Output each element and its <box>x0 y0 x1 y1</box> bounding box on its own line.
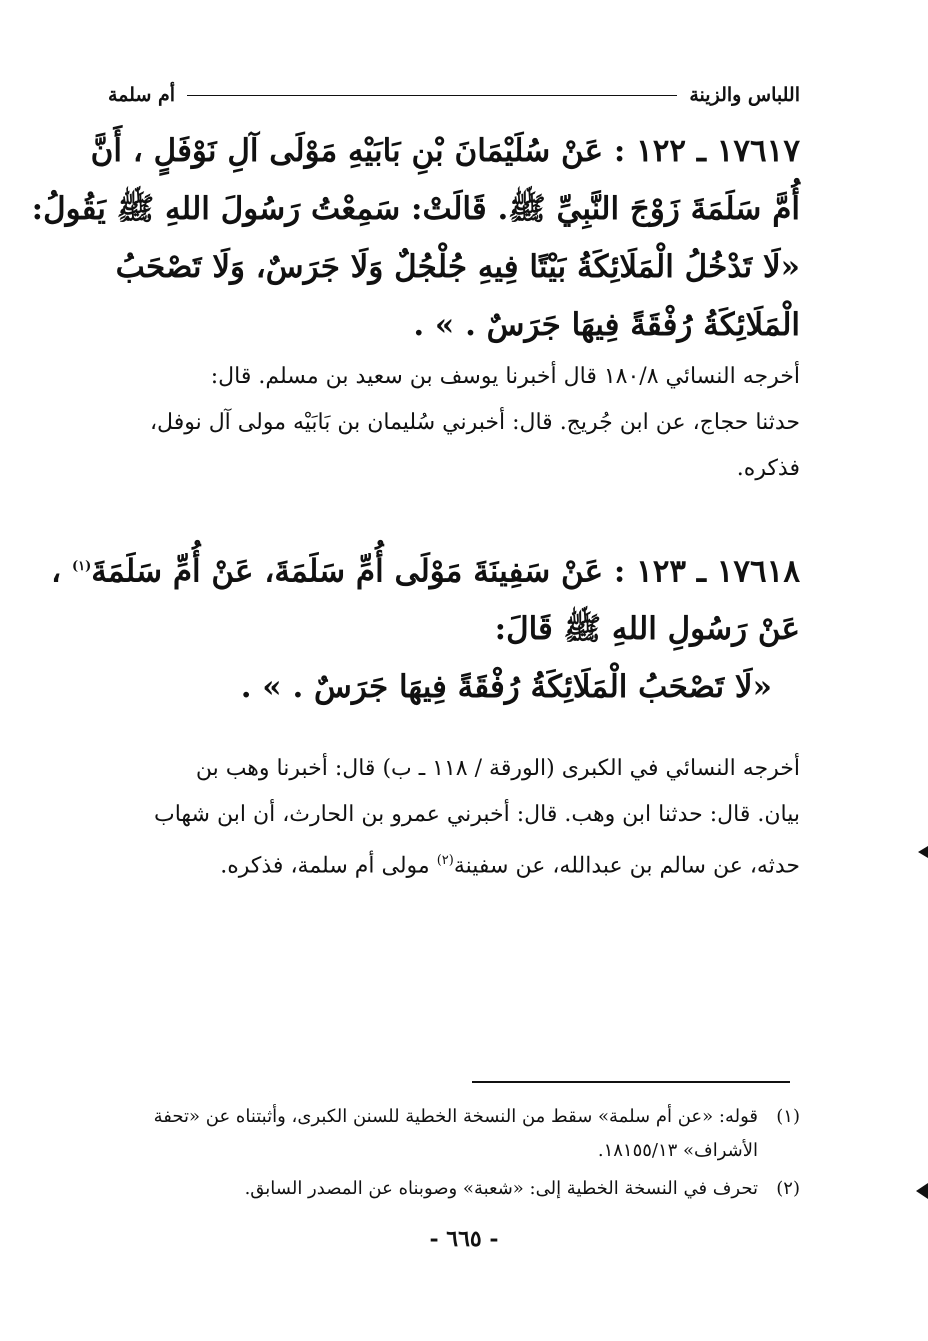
takhrij-line: فذكره. <box>736 456 800 481</box>
footnote-ref-2: (٢) <box>436 853 454 868</box>
page-number: - ٦٦٥ - <box>429 1226 499 1252</box>
footnote-number: (١) <box>776 1106 800 1127</box>
hadith-punct: ، <box>51 553 62 590</box>
footnote-1 <box>108 1100 800 1168</box>
takhrij-text: حدثه، عن سالم بن عبدالله، عن سفينة <box>453 853 800 879</box>
hadith-line: ١٧٦١٧ ـ ١٢٢ : عَنْ سُلَيْمَانَ بْنِ بَابَيْهِ مَوْلَى آلِ نَوْفَلٍ ، أَنَّ <box>90 133 800 169</box>
takhrij-line: أخرجه النسائي ١٨٠/٨ قال أخبرنا يوسف بن سعيد بن مسلم. قال: <box>210 364 800 389</box>
hadith-17618 <box>51 538 800 716</box>
footnote-line: تحرف في النسخة الخطية إلى: «شعبة» وصوبناه عن المصدر السابق. <box>244 1178 758 1199</box>
hadith-line: الْمَلَائِكَةُ رُفْقَةً فِيهَا جَرَسٌ . » . <box>413 307 800 343</box>
takhrij-text: مولى أم سلمة، فذكره. <box>220 853 430 879</box>
footnote-text <box>108 1100 758 1168</box>
running-header <box>108 78 800 112</box>
takhrij-line <box>108 838 800 889</box>
footnote-number: (٢) <box>776 1178 800 1199</box>
margin-marker-icon <box>916 1183 928 1199</box>
footnote-line: الأشراف» ١٨١٥٥/١٣. <box>597 1140 758 1161</box>
footnote-text <box>108 1172 758 1206</box>
takhrij-17618 <box>108 746 800 889</box>
footnote-divider <box>472 1081 790 1083</box>
takhrij-17617 <box>108 354 800 492</box>
margin-marker-icon <box>918 846 928 858</box>
header-rule <box>187 95 677 96</box>
footnotes <box>108 1100 800 1206</box>
hadith-line <box>51 538 800 600</box>
hadith-text: ١٧٦١٨ ـ ١٢٣ : عَنْ سَفِينَةَ مَوْلَى أُمِّ سَلَمَةَ، عَنْ أُمِّ سَلَمَةَ <box>91 553 800 590</box>
footnote-line: قوله: «عن أم سلمة» سقط من النسخة الخطية للسنن الكبرى، وأثبتناه عن «تحفة <box>153 1106 758 1127</box>
takhrij-line: بيان. قال: حدثنا ابن وهب. قال: أخبرني عمرو بن الحارث، أن ابن شهاب <box>153 802 800 827</box>
takhrij-line: حدثنا حجاج، عن ابن جُريج. قال: أخبرني سُليمان بن بَابَيْه مولى آل نوفل، <box>149 410 800 435</box>
footnote-ref-1: (١) <box>71 559 92 574</box>
header-chapter: أم سلمة <box>108 84 176 106</box>
takhrij-line: أخرجه النسائي في الكبرى (الورقة / ١١٨ ـ ب) قال: أخبرنا وهب بن <box>195 756 800 781</box>
hadith-17617 <box>31 122 800 354</box>
header-topic: اللباس والزينة <box>689 84 800 106</box>
hadith-line: «لَا تَصْحَبُ الْمَلَائِكَةُ رُفْقَةً فِيهَا جَرَسٌ . » . <box>240 669 772 706</box>
hadith-line: عَنْ رَسُولِ اللهِ ﷺ قَالَ: <box>494 611 800 648</box>
hadith-line: «لَا تَدْخُلُ الْمَلَائِكَةُ بَيْتًا فِيهِ جُلْجُلٌ وَلَا جَرَسٌ، وَلَا تَصْحَبُ <box>115 249 800 285</box>
hadith-line: أُمَّ سَلَمَةَ زَوْجَ النَّبِيِّ ﷺ. قَالَتْ: سَمِعْتُ رَسُولَ اللهِ ﷺ يَقُولُ: <box>31 191 800 227</box>
footnote-2 <box>108 1172 800 1206</box>
